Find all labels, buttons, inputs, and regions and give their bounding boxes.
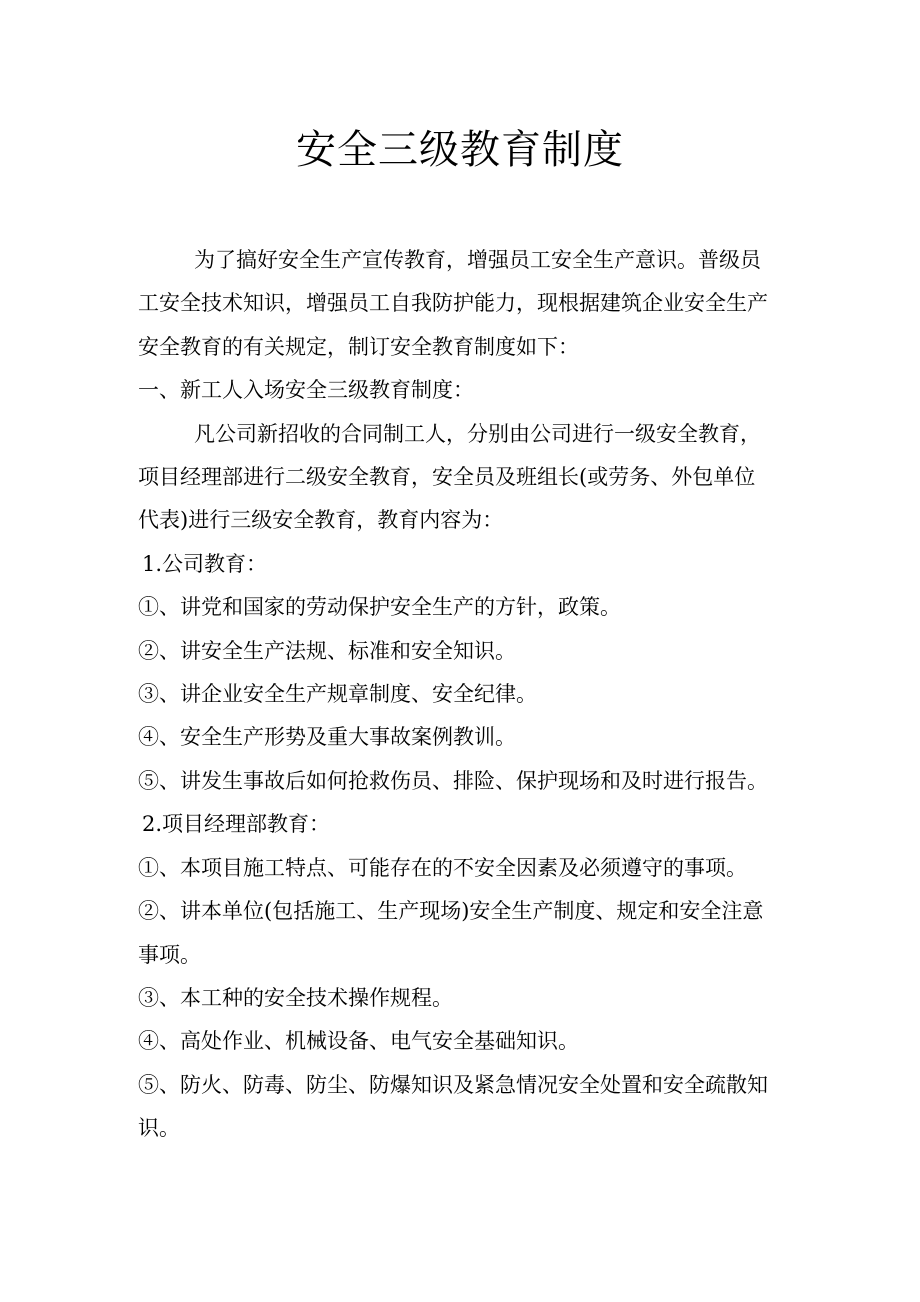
text-line: 代表)进行三级安全教育，教育内容为：	[138, 508, 504, 533]
text-line: ④、高处作业、机械设备、电气安全基础知识。	[138, 1029, 579, 1054]
text-line: ③、本工种的安全技术操作规程。	[138, 985, 453, 1010]
text-line: 1.公司教育：	[142, 551, 268, 576]
text-line: 工安全技术知识，增强员工自我防护能力，现根据建筑企业安全生产	[138, 291, 768, 316]
text-line: ②、讲安全生产法规、标准和安全知识。	[138, 638, 516, 663]
text-line: ④、安全生产形势及重大事故案例教训。	[138, 725, 516, 750]
text-line: 2.项目经理部教育：	[142, 812, 331, 837]
text-line: 安全教育的有关规定，制订安全教育制度如下：	[138, 334, 579, 359]
text-line: ①、本项目施工特点、可能存在的不安全因素及必须遵守的事项。	[138, 855, 747, 880]
text-line: 凡公司新招收的合同制工人，分别由公司进行一级安全教育，	[194, 421, 761, 446]
text-line: ②、讲本单位(包括施工、生产现场)安全生产制度、规定和安全注意	[138, 899, 764, 924]
text-line: 识。	[138, 1116, 180, 1141]
text-line: 项目经理部进行二级安全教育，安全员及班组长(或劳务、外包单位	[138, 465, 756, 490]
text-line: ③、讲企业安全生产规章制度、安全纪律。	[138, 682, 537, 707]
document-title: 安全三级教育制度	[296, 127, 624, 173]
text-line: ⑤、讲发生事故后如何抢救伤员、排险、保护现场和及时进行报告。	[138, 768, 768, 793]
text-line: ①、讲党和国家的劳动保护安全生产的方针，政策。	[138, 595, 621, 620]
text-line: ⑤、防火、防毒、防尘、防爆知识及紧急情况安全处置和安全疏散知	[138, 1072, 768, 1097]
text-line: 一、新工人入场安全三级教育制度：	[138, 378, 474, 403]
text-line: 为了搞好安全生产宣传教育，增强员工安全生产意识。普级员	[194, 248, 761, 272]
text-line: 事项。	[138, 942, 201, 967]
document-body	[138, 239, 788, 1151]
